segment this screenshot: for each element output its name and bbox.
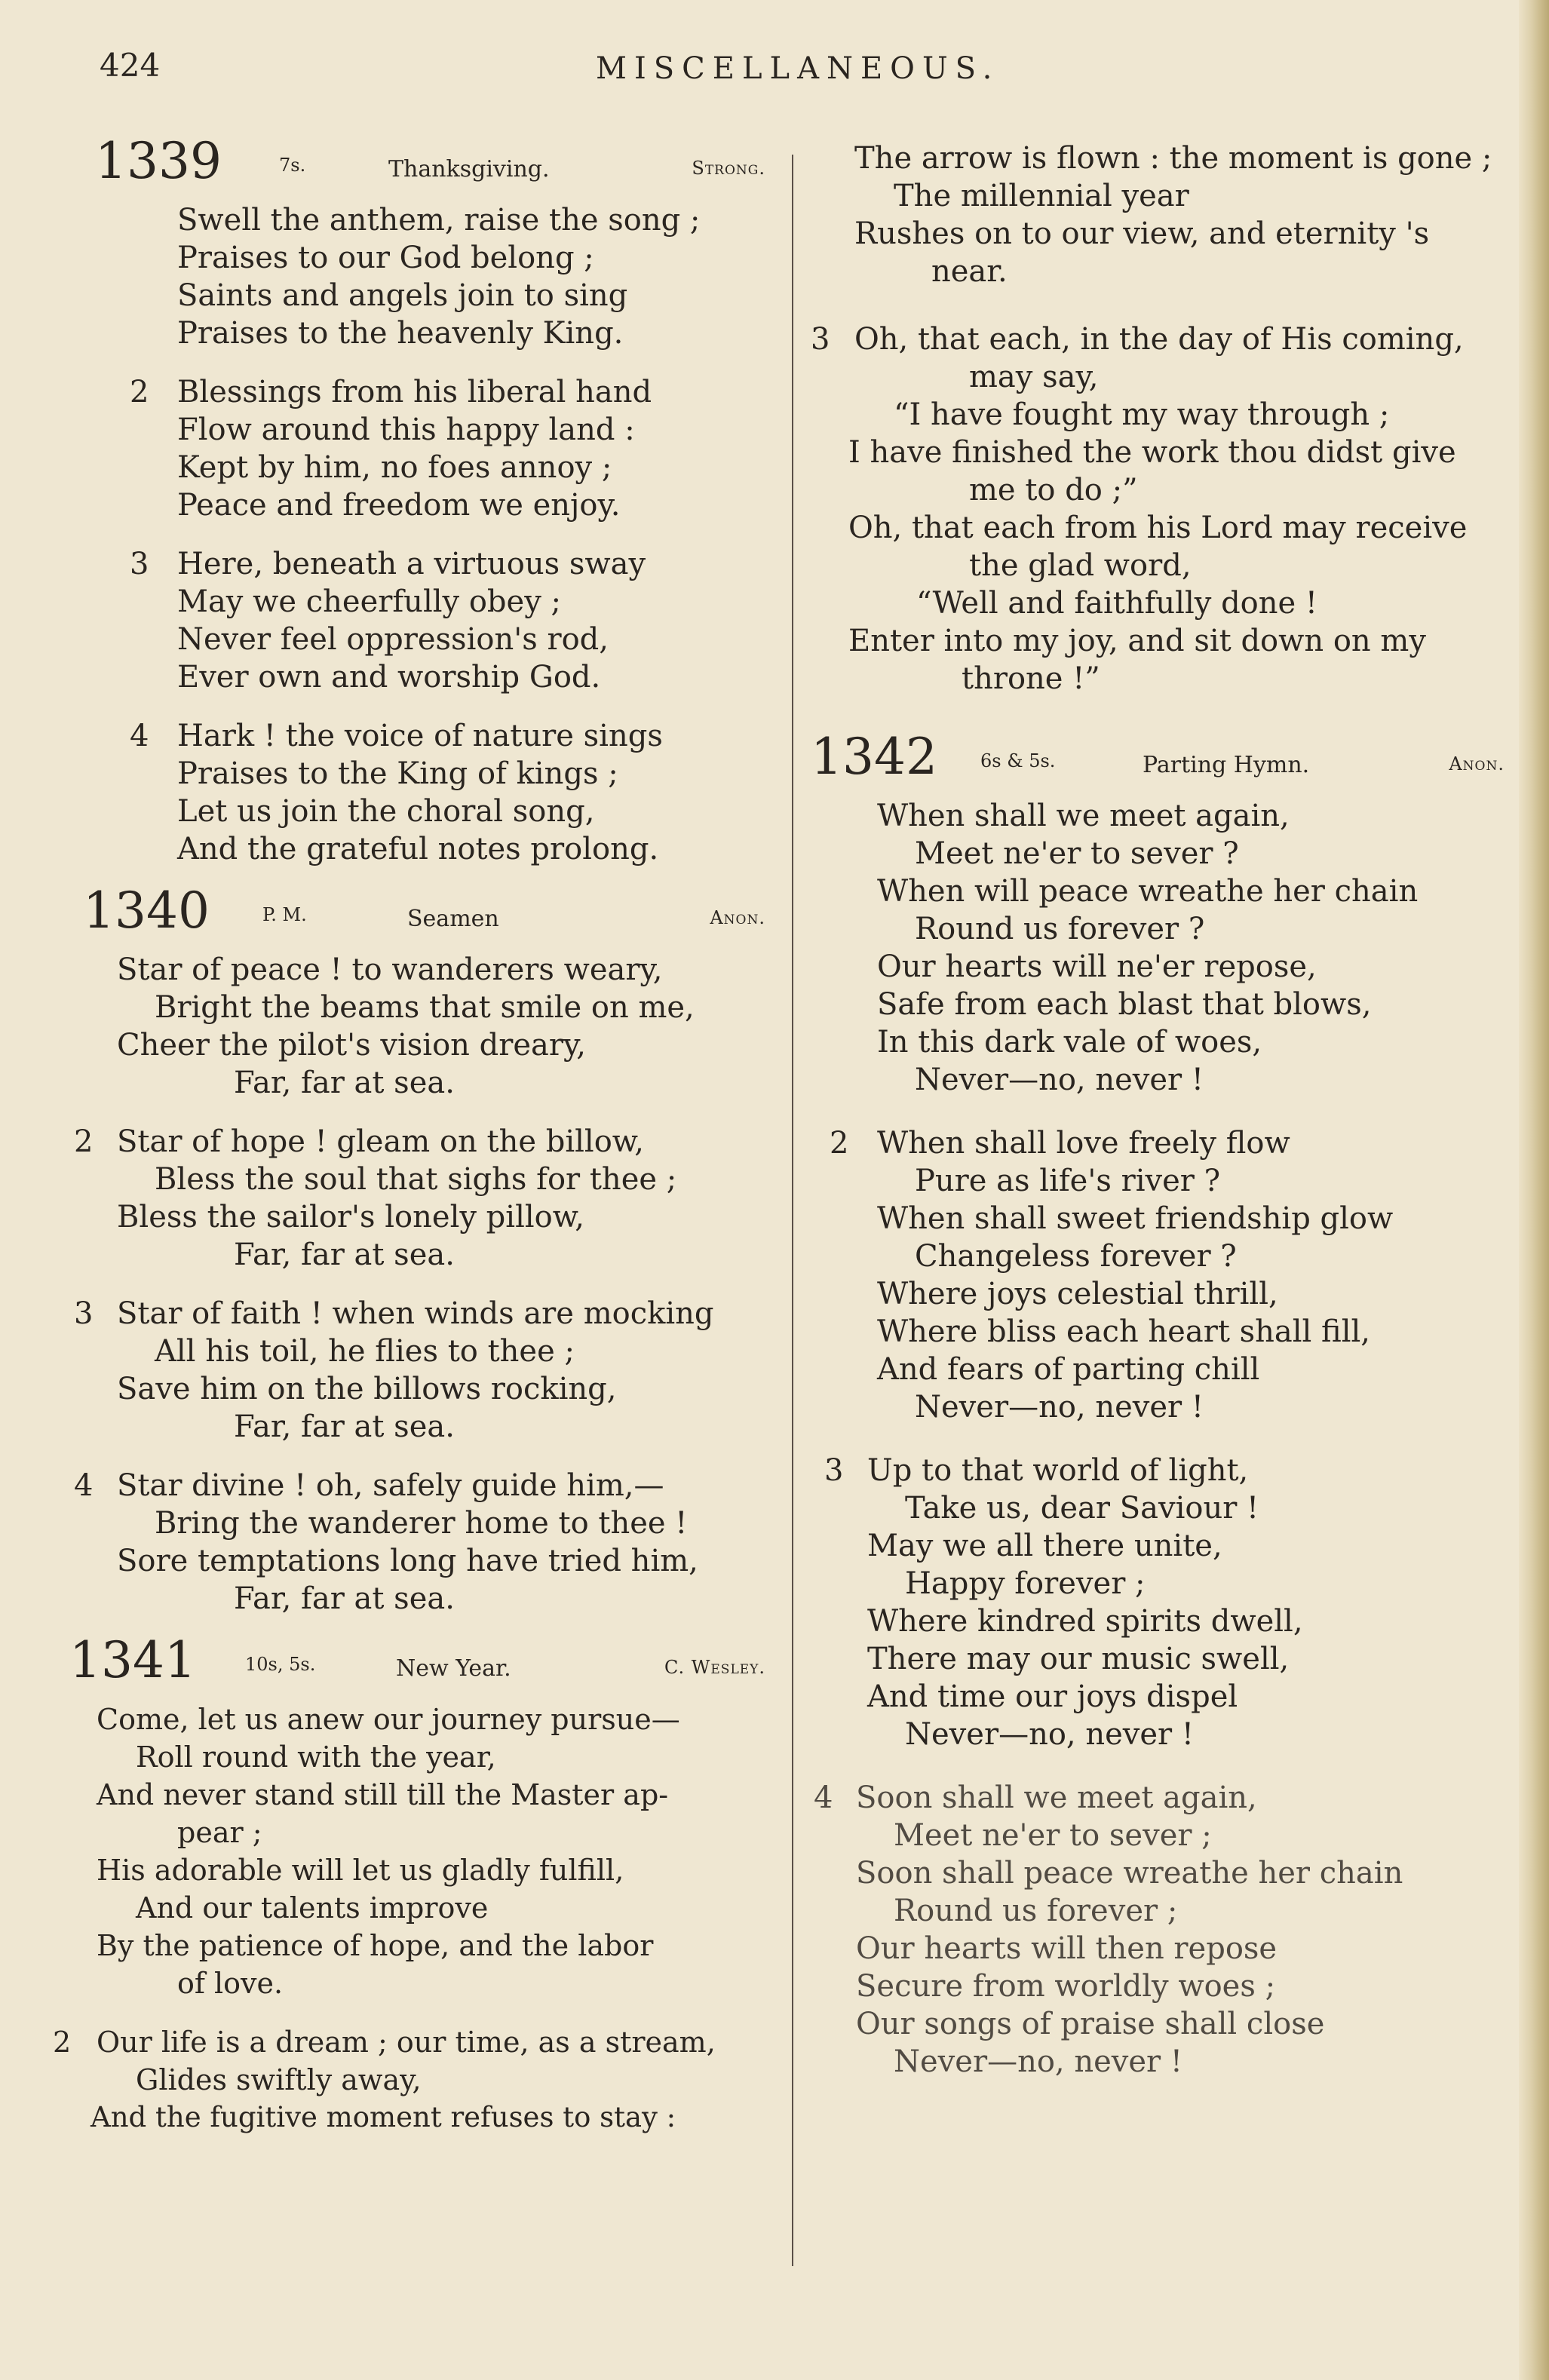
verse-line: Glides swiftly away,: [136, 2063, 422, 2096]
verse-line: And time our joys dispel: [867, 1679, 1238, 1714]
stanza: [53, 2023, 765, 2136]
verse-line: Soon shall peace wreathe her chain: [856, 1856, 1403, 1891]
hymn-number: 1341: [69, 1631, 196, 1689]
verse-line: Peace and freedom we enjoy.: [177, 488, 621, 523]
verse-line: May we cheerfully obey ;: [177, 584, 561, 619]
verse-text: Blessings from his liberal hand: [177, 375, 652, 409]
verse-line: By the patience of hope, and the labor: [97, 1929, 654, 1962]
verse-line: Rushes on to our view, and eternity 's: [854, 216, 1430, 251]
stanza: [74, 1467, 765, 1618]
stanza-number: 3: [824, 1453, 844, 1488]
stanza: [83, 545, 765, 696]
verse-line: Cheer the pilot's vision dreary,: [117, 1028, 586, 1063]
page-number: 424: [100, 47, 161, 84]
verse-line: There may our music swell,: [867, 1642, 1290, 1676]
verse-line: When shall sweet friendship glow: [877, 1201, 1394, 1236]
verse-line: [811, 1779, 1505, 1817]
verse-line: Oh, that each from his Lord may receive: [848, 511, 1468, 545]
verse-line: Swell the anthem, raise the song ;: [177, 203, 701, 238]
verse-line: Take us, dear Saviour !: [905, 1491, 1259, 1526]
verse-line: Changeless forever ?: [915, 1239, 1237, 1274]
verse-line: Never—no, never !: [915, 1063, 1204, 1097]
verse-line: [83, 545, 765, 583]
verse-line: Our hearts will ne'er repose,: [877, 949, 1317, 984]
verse-line: Never—no, never !: [915, 1390, 1204, 1425]
stanza-number: 3: [130, 547, 149, 581]
verse-line: pear ;: [177, 1816, 262, 1849]
stanza: [83, 951, 765, 1102]
verse-text: Our life is a dream ; our time, as a stream,: [97, 2026, 716, 2059]
hymn-author: Strong.: [692, 158, 765, 179]
verse-text: When shall love freely flow: [877, 1126, 1290, 1161]
stanza: [811, 1124, 1505, 1426]
stanza: [83, 1701, 765, 2002]
column-divider: [792, 155, 793, 2266]
verse-line: Bring the wanderer home to thee !: [155, 1506, 688, 1541]
stanza: [811, 1779, 1505, 2081]
verse-line: [83, 373, 765, 411]
stanza-number: 2: [74, 1124, 94, 1159]
stanza-number: 4: [74, 1468, 94, 1503]
verse-line: Never—no, never !: [894, 2044, 1182, 2079]
verse-text: Soon shall we meet again,: [856, 1780, 1257, 1815]
verse-line: Secure from worldly woes ;: [856, 1969, 1276, 2004]
hymn-header: [83, 882, 765, 951]
stanza-number: 2: [130, 375, 149, 409]
verse-line: [53, 2023, 765, 2061]
verse-text: Oh, that each, in the day of His coming,: [854, 322, 1464, 357]
verse-line: Come, let us anew our journey pursue—: [97, 1703, 680, 1736]
verse-line: Where bliss each heart shall fill,: [877, 1314, 1371, 1349]
right-column: [811, 140, 1505, 2102]
hymn-meter: P. M.: [262, 904, 307, 925]
verse-line: In this dark vale of woes,: [877, 1025, 1262, 1060]
verse-line: Never feel oppression's rod,: [177, 622, 609, 657]
verse-line: Flow around this happy land :: [177, 413, 635, 447]
hymn-header: [83, 132, 765, 201]
verse-line: His adorable will let us gladly fulfill,: [97, 1854, 624, 1887]
hymn-author: Anon.: [710, 907, 765, 928]
verse-line: [83, 717, 765, 755]
verse-line: Meet ne'er to sever ;: [894, 1818, 1212, 1853]
stanza-number: 3: [74, 1296, 94, 1331]
verse-line: Save him on the billows rocking,: [117, 1372, 617, 1406]
verse-line: I have finished the work thou didst give: [848, 435, 1456, 470]
stanza-number: 2: [830, 1126, 849, 1161]
stanza: [811, 321, 1505, 698]
verse-text: Hark ! the voice of nature sings: [177, 719, 663, 753]
stanza: [83, 717, 765, 868]
verse-line: near.: [931, 254, 1008, 289]
hymn-tune: Thanksgiving.: [388, 156, 550, 182]
hymn-meter: 6s & 5s.: [980, 750, 1056, 771]
verse-line: “Well and faithfully done !: [916, 586, 1317, 621]
hymn-meter: 7s.: [279, 155, 306, 176]
stanza-number: 3: [811, 322, 830, 357]
verse-text: Up to that world of light,: [867, 1453, 1249, 1488]
verse-line: Never—no, never !: [905, 1717, 1194, 1752]
hymn-1339: [83, 132, 765, 868]
hymn-1342: [811, 728, 1505, 2081]
hymn-number: 1342: [811, 728, 937, 786]
verse-line: Ever own and worship God.: [177, 660, 601, 695]
verse-line: May we all there unite,: [867, 1529, 1222, 1563]
verse-line: Enter into my joy, and sit down on my: [848, 624, 1426, 658]
stanza: [74, 1295, 765, 1446]
verse-line: Round us forever ?: [915, 912, 1205, 946]
hymn-tune: Parting Hymn.: [1143, 752, 1310, 778]
verse-line: The arrow is flown : the moment is gone ;: [854, 141, 1492, 176]
stanza: [811, 797, 1505, 1099]
hymn-header: [811, 728, 1505, 797]
verse-line: Our songs of praise shall close: [856, 2007, 1325, 2041]
stanza: [83, 201, 765, 352]
stanza-number: 4: [814, 1780, 833, 1815]
verse-line: And the fugitive moment refuses to stay :: [90, 2101, 676, 2133]
verse-text: Star of faith ! when winds are mocking: [117, 1296, 714, 1331]
verse-line: Sore temptations long have tried him,: [117, 1544, 698, 1578]
verse-line: the glad word,: [969, 548, 1192, 583]
verse-line: [74, 1467, 765, 1504]
verse-line: Happy forever ;: [905, 1566, 1146, 1601]
verse-line: And fears of parting chill: [877, 1352, 1260, 1387]
verse-line: Our hearts will then repose: [856, 1931, 1278, 1966]
left-column: [53, 132, 765, 2158]
verse-line: Far, far at sea.: [234, 1409, 455, 1444]
verse-line: [74, 1295, 765, 1333]
verse-line: Bright the beams that smile on me,: [155, 990, 695, 1025]
verse-line: When shall we meet again,: [877, 799, 1290, 833]
hymn-1341: [53, 1631, 765, 2136]
hymn-header: [69, 1631, 765, 1701]
verse-line: Where joys celestial thrill,: [877, 1277, 1278, 1311]
running-head: MISCELLANEOUS.: [596, 51, 1000, 86]
verse-text: Star of hope ! gleam on the billow,: [117, 1124, 645, 1159]
hymn-tune: New Year.: [396, 1655, 511, 1682]
verse-line: Praises to our God belong ;: [177, 241, 594, 275]
verse-line: Star of peace ! to wanderers weary,: [117, 952, 663, 987]
verse-line: me to do ;”: [969, 473, 1138, 508]
verse-line: Saints and angels join to sing: [177, 278, 628, 313]
verse-line: And never stand still till the Master ap-: [97, 1778, 669, 1811]
verse-line: Let us join the choral song,: [177, 794, 595, 829]
hymn-meter: 10s, 5s.: [245, 1654, 316, 1675]
verse-line: Far, far at sea.: [234, 1066, 455, 1100]
verse-line: Kept by him, no foes annoy ;: [177, 450, 612, 485]
hymn-tune: Seamen: [407, 906, 499, 932]
verse-line: All his toil, he flies to thee ;: [155, 1334, 575, 1369]
stanza: [811, 1452, 1505, 1753]
verse-line: [811, 1124, 1505, 1162]
verse-line: [811, 1452, 1505, 1489]
verse-text: Here, beneath a virtuous sway: [177, 547, 646, 581]
verse-line: may say,: [969, 360, 1099, 394]
hymn-author: Anon.: [1449, 753, 1505, 774]
hymn-author: C. Wesley.: [664, 1657, 765, 1678]
verse-line: Bless the sailor's lonely pillow,: [117, 1200, 584, 1234]
stanza: [83, 373, 765, 524]
verse-line: throne !”: [962, 661, 1100, 696]
verse-text: Star divine ! oh, safely guide him,—: [117, 1468, 664, 1503]
hymn-number: 1340: [83, 882, 210, 940]
stanza-number: 4: [130, 719, 149, 753]
verse-line: Far, far at sea.: [234, 1238, 455, 1272]
verse-line: Praises to the heavenly King.: [177, 316, 624, 351]
verse-line: Roll round with the year,: [136, 1741, 496, 1774]
stanza-number: 2: [53, 2026, 72, 2059]
verse-line: Round us forever ;: [894, 1894, 1178, 1928]
verse-line: “I have fought my way through ;: [894, 397, 1390, 432]
verse-line: When will peace wreathe her chain: [877, 874, 1419, 909]
hymn-number: 1339: [95, 132, 222, 190]
verse-line: The millennial year: [894, 179, 1189, 213]
verse-line: [811, 321, 1505, 358]
page-edge: [1519, 0, 1549, 2380]
hymn-1340: [74, 882, 765, 1618]
stanza-continued: [811, 140, 1505, 290]
verse-line: Safe from each blast that blows,: [877, 987, 1372, 1022]
verse-line: Praises to the King of kings ;: [177, 756, 618, 791]
verse-line: Far, far at sea.: [234, 1581, 455, 1616]
verse-line: [74, 1123, 765, 1161]
verse-line: Bless the soul that sighs for thee ;: [155, 1162, 677, 1197]
verse-line: And the grateful notes prolong.: [177, 832, 659, 866]
stanza: [74, 1123, 765, 1274]
verse-line: of love.: [177, 1967, 284, 2000]
verse-line: Where kindred spirits dwell,: [867, 1604, 1303, 1639]
verse-line: Meet ne'er to sever ?: [915, 836, 1239, 871]
verse-line: And our talents improve: [136, 1891, 489, 1925]
verse-line: Pure as life's river ?: [915, 1164, 1221, 1198]
